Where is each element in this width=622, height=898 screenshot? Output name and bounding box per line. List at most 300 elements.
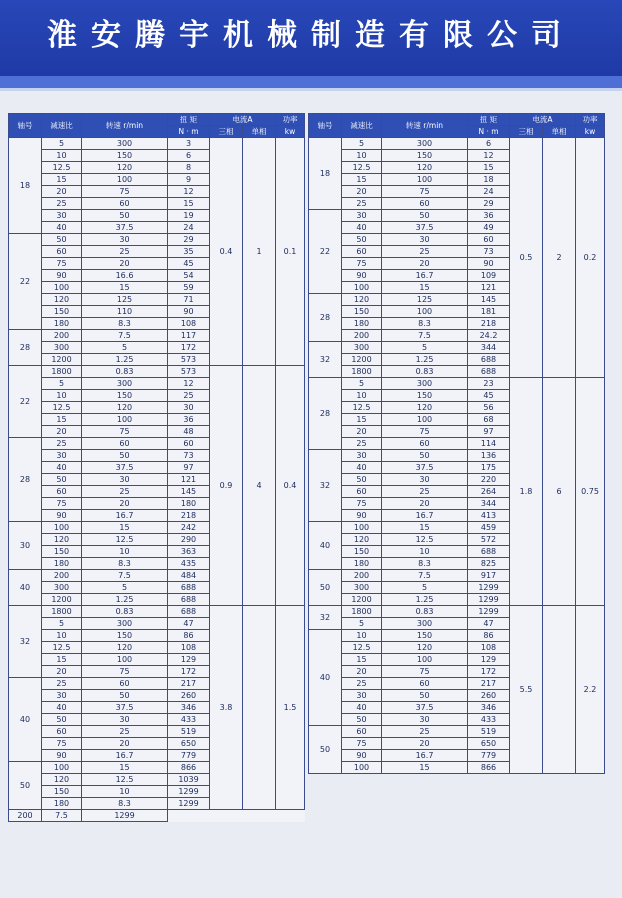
header-power: 功率 — [276, 114, 305, 126]
torque-cell: 459 — [468, 522, 510, 534]
speed-cell: 300 — [82, 618, 168, 630]
torque-cell: 413 — [468, 510, 510, 522]
ratio-cell: 10 — [42, 630, 82, 642]
power-cell: 2.2 — [576, 606, 605, 774]
header-current: 电流A — [210, 114, 276, 126]
ratio-cell: 60 — [42, 726, 82, 738]
speed-cell: 7.5 — [82, 330, 168, 342]
header-torque: 扭 矩 — [168, 114, 210, 126]
speed-cell: 5 — [382, 582, 468, 594]
torque-cell: 779 — [468, 750, 510, 762]
torque-cell: 30 — [168, 402, 210, 414]
single-phase-current-cell: 6 — [543, 378, 576, 606]
ratio-cell: 25 — [342, 438, 382, 450]
ratio-cell: 25 — [342, 678, 382, 690]
single-phase-current-cell: 1 — [243, 138, 276, 366]
torque-cell: 18 — [468, 174, 510, 186]
ratio-cell: 300 — [342, 582, 382, 594]
header-speed: 转速 r/min — [382, 114, 468, 138]
torque-cell: 121 — [468, 282, 510, 294]
speed-cell: 16.7 — [382, 750, 468, 762]
frame-cell: 32 — [309, 342, 342, 378]
speed-cell: 8.3 — [82, 798, 168, 810]
torque-cell: 260 — [168, 690, 210, 702]
torque-cell: 145 — [168, 486, 210, 498]
ratio-cell: 150 — [42, 306, 82, 318]
torque-cell: 25 — [168, 390, 210, 402]
ratio-cell: 75 — [42, 498, 82, 510]
speed-cell: 16.7 — [82, 750, 168, 762]
speed-cell: 100 — [382, 414, 468, 426]
torque-cell: 90 — [168, 306, 210, 318]
ratio-cell: 5 — [342, 138, 382, 150]
speed-cell: 300 — [382, 138, 468, 150]
ratio-cell: 15 — [342, 174, 382, 186]
three-phase-current-cell: 0.4 — [210, 138, 243, 366]
torque-cell: 9 — [168, 174, 210, 186]
frame-cell: 50 — [9, 762, 42, 810]
speed-cell: 50 — [382, 690, 468, 702]
ratio-cell: 50 — [42, 474, 82, 486]
header-ratio: 减速比 — [42, 114, 82, 138]
speed-cell: 0.83 — [382, 366, 468, 378]
speed-cell: 0.83 — [382, 606, 468, 618]
speed-cell: 15 — [382, 522, 468, 534]
torque-cell: 29 — [468, 198, 510, 210]
ratio-cell: 60 — [42, 486, 82, 498]
speed-cell: 30 — [382, 234, 468, 246]
torque-cell: 97 — [468, 426, 510, 438]
header-power: 功率 — [576, 114, 605, 126]
ratio-cell: 12.5 — [342, 642, 382, 654]
speed-cell: 8.3 — [82, 318, 168, 330]
table-row — [309, 606, 605, 618]
speed-cell: 16.6 — [82, 270, 168, 282]
power-cell: 0.2 — [576, 138, 605, 378]
three-phase-current-cell: 0.5 — [510, 138, 543, 378]
torque-cell: 363 — [168, 546, 210, 558]
speed-cell: 125 — [82, 294, 168, 306]
speed-cell: 150 — [82, 630, 168, 642]
torque-cell: 29 — [168, 234, 210, 246]
torque-cell: 1299 — [82, 810, 168, 822]
torque-cell: 117 — [168, 330, 210, 342]
speed-cell: 15 — [82, 522, 168, 534]
torque-cell: 145 — [468, 294, 510, 306]
speed-cell: 1.25 — [382, 354, 468, 366]
speed-cell: 16.7 — [382, 270, 468, 282]
torque-cell: 1299 — [468, 606, 510, 618]
speed-cell: 20 — [382, 258, 468, 270]
ratio-cell: 180 — [42, 798, 82, 810]
torque-cell: 97 — [168, 462, 210, 474]
speed-cell: 300 — [82, 138, 168, 150]
torque-cell: 86 — [168, 630, 210, 642]
three-phase-current-cell: 1.8 — [510, 378, 543, 606]
speed-cell: 25 — [382, 726, 468, 738]
ratio-cell: 1200 — [42, 354, 82, 366]
speed-cell: 120 — [382, 402, 468, 414]
torque-cell: 573 — [168, 354, 210, 366]
torque-cell: 15 — [168, 198, 210, 210]
ratio-cell: 30 — [42, 210, 82, 222]
ratio-cell: 1200 — [342, 354, 382, 366]
speed-cell: 50 — [82, 690, 168, 702]
frame-cell: 40 — [309, 522, 342, 570]
torque-cell: 519 — [168, 726, 210, 738]
table-row — [9, 810, 305, 822]
ratio-cell: 100 — [42, 282, 82, 294]
spec-table-right — [308, 113, 605, 774]
speed-cell: 37.5 — [82, 222, 168, 234]
torque-cell: 12 — [468, 150, 510, 162]
ratio-cell: 180 — [342, 558, 382, 570]
header-single-phase: 单相 — [543, 126, 576, 138]
speed-cell: 25 — [382, 246, 468, 258]
table-row — [309, 138, 605, 150]
ratio-cell: 100 — [42, 762, 82, 774]
torque-cell: 573 — [168, 366, 210, 378]
torque-cell: 435 — [168, 558, 210, 570]
ratio-cell: 1200 — [342, 594, 382, 606]
frame-cell: 40 — [309, 630, 342, 726]
torque-cell: 68 — [468, 414, 510, 426]
ratio-cell: 15 — [42, 654, 82, 666]
torque-cell: 36 — [468, 210, 510, 222]
torque-cell: 60 — [468, 234, 510, 246]
ratio-cell: 150 — [342, 306, 382, 318]
header-power-unit: kw — [276, 126, 305, 138]
torque-cell: 35 — [168, 246, 210, 258]
three-phase-current-cell: 5.5 — [510, 606, 543, 774]
ratio-cell: 90 — [342, 270, 382, 282]
torque-cell: 346 — [168, 702, 210, 714]
torque-cell: 24.2 — [468, 330, 510, 342]
speed-cell: 12.5 — [382, 534, 468, 546]
speed-cell: 100 — [382, 306, 468, 318]
speed-cell: 300 — [382, 378, 468, 390]
table-row — [9, 366, 305, 378]
torque-cell: 242 — [168, 522, 210, 534]
torque-cell: 484 — [168, 570, 210, 582]
torque-cell: 129 — [168, 654, 210, 666]
torque-cell: 73 — [468, 246, 510, 258]
ratio-cell: 30 — [42, 690, 82, 702]
ratio-cell: 200 — [42, 330, 82, 342]
torque-cell: 15 — [468, 162, 510, 174]
torque-cell: 217 — [468, 678, 510, 690]
header-power-unit: kw — [576, 126, 605, 138]
speed-cell: 120 — [82, 642, 168, 654]
speed-cell: 7.5 — [42, 810, 82, 822]
torque-cell: 108 — [468, 642, 510, 654]
speed-cell: 60 — [382, 678, 468, 690]
header-speed: 转速 r/min — [82, 114, 168, 138]
ratio-cell: 120 — [42, 294, 82, 306]
ratio-cell: 180 — [42, 558, 82, 570]
torque-cell: 6 — [468, 138, 510, 150]
torque-cell: 650 — [468, 738, 510, 750]
torque-cell: 172 — [468, 666, 510, 678]
speed-cell: 10 — [82, 546, 168, 558]
speed-cell: 25 — [82, 486, 168, 498]
torque-cell: 45 — [168, 258, 210, 270]
torque-cell: 47 — [468, 618, 510, 630]
ratio-cell: 75 — [342, 258, 382, 270]
ratio-cell: 1800 — [42, 606, 82, 618]
speed-cell: 300 — [382, 618, 468, 630]
torque-cell: 129 — [468, 654, 510, 666]
ratio-cell: 50 — [42, 714, 82, 726]
speed-cell: 16.7 — [82, 510, 168, 522]
speed-cell: 120 — [382, 642, 468, 654]
single-phase-current-cell — [543, 606, 576, 774]
ratio-cell: 100 — [342, 522, 382, 534]
ratio-cell: 5 — [42, 138, 82, 150]
speed-cell: 8.3 — [82, 558, 168, 570]
company-title: 淮安腾宇机械制造有限公司 — [47, 18, 575, 53]
ratio-cell: 60 — [342, 246, 382, 258]
frame-cell: 40 — [9, 570, 42, 606]
ratio-cell: 10 — [42, 150, 82, 162]
header-strip — [0, 76, 622, 91]
ratio-cell: 12.5 — [42, 642, 82, 654]
ratio-cell: 25 — [42, 438, 82, 450]
ratio-cell: 5 — [342, 378, 382, 390]
header-three-phase: 三相 — [510, 126, 543, 138]
torque-cell: 109 — [468, 270, 510, 282]
ratio-cell: 40 — [42, 702, 82, 714]
ratio-cell: 90 — [342, 510, 382, 522]
ratio-cell: 20 — [342, 666, 382, 678]
frame-cell: 22 — [309, 210, 342, 294]
torque-cell: 73 — [168, 450, 210, 462]
speed-cell: 50 — [82, 210, 168, 222]
speed-cell: 8.3 — [382, 318, 468, 330]
frame-cell: 28 — [309, 378, 342, 450]
ratio-cell: 75 — [342, 498, 382, 510]
ratio-cell: 200 — [342, 570, 382, 582]
ratio-cell: 15 — [42, 414, 82, 426]
speed-cell: 30 — [82, 234, 168, 246]
ratio-cell: 5 — [42, 618, 82, 630]
speed-cell: 60 — [382, 438, 468, 450]
spec-table-left — [8, 113, 305, 822]
single-phase-current-cell: 4 — [243, 366, 276, 606]
ratio-cell: 300 — [42, 342, 82, 354]
speed-cell: 7.5 — [382, 570, 468, 582]
ratio-cell: 12.5 — [42, 402, 82, 414]
ratio-cell: 120 — [342, 294, 382, 306]
speed-cell: 120 — [82, 162, 168, 174]
speed-cell: 10 — [82, 786, 168, 798]
torque-cell: 688 — [468, 546, 510, 558]
torque-cell: 346 — [468, 702, 510, 714]
torque-cell: 49 — [468, 222, 510, 234]
torque-cell: 290 — [168, 534, 210, 546]
torque-cell: 54 — [168, 270, 210, 282]
speed-cell: 0.83 — [82, 366, 168, 378]
ratio-cell: 75 — [42, 738, 82, 750]
ratio-cell: 75 — [342, 738, 382, 750]
speed-cell: 10 — [382, 546, 468, 558]
ratio-cell: 1800 — [342, 366, 382, 378]
torque-cell: 688 — [168, 606, 210, 618]
power-cell: 0.1 — [276, 138, 305, 366]
ratio-cell: 20 — [42, 666, 82, 678]
power-cell: 0.75 — [576, 378, 605, 606]
speed-cell: 5 — [82, 582, 168, 594]
speed-cell: 75 — [382, 426, 468, 438]
torque-cell: 917 — [468, 570, 510, 582]
ratio-cell: 90 — [42, 750, 82, 762]
ratio-cell: 1800 — [342, 606, 382, 618]
frame-cell: 18 — [309, 138, 342, 210]
speed-cell: 300 — [82, 378, 168, 390]
frame-cell: 32 — [309, 450, 342, 522]
speed-cell: 15 — [382, 762, 468, 774]
header-torque-unit: N · m — [468, 126, 510, 138]
ratio-cell: 200 — [42, 570, 82, 582]
torque-cell: 866 — [168, 762, 210, 774]
header-frame: 轴号 — [9, 114, 42, 138]
ratio-cell: 30 — [342, 450, 382, 462]
header-current: 电流A — [510, 114, 576, 126]
speed-cell: 15 — [82, 282, 168, 294]
torque-cell: 90 — [468, 258, 510, 270]
speed-cell: 60 — [82, 198, 168, 210]
speed-cell: 37.5 — [82, 702, 168, 714]
torque-cell: 688 — [168, 594, 210, 606]
ratio-cell: 12.5 — [342, 162, 382, 174]
ratio-cell: 1200 — [42, 594, 82, 606]
speed-cell: 25 — [382, 486, 468, 498]
torque-cell: 519 — [468, 726, 510, 738]
speed-cell: 0.83 — [82, 606, 168, 618]
frame-cell: 28 — [9, 438, 42, 522]
frame-cell: 28 — [309, 294, 342, 342]
ratio-cell: 25 — [342, 198, 382, 210]
speed-cell: 110 — [82, 306, 168, 318]
speed-cell: 100 — [82, 174, 168, 186]
torque-cell: 220 — [468, 474, 510, 486]
speed-cell: 75 — [82, 186, 168, 198]
header-torque-unit: N · m — [168, 126, 210, 138]
speed-cell: 15 — [382, 282, 468, 294]
ratio-cell: 50 — [342, 474, 382, 486]
torque-cell: 344 — [468, 498, 510, 510]
torque-cell: 3 — [168, 138, 210, 150]
ratio-cell: 100 — [342, 762, 382, 774]
power-cell: 1.5 — [276, 606, 305, 810]
ratio-cell: 150 — [42, 786, 82, 798]
frame-cell: 32 — [309, 606, 342, 630]
header-three-phase: 三相 — [210, 126, 243, 138]
torque-cell: 779 — [168, 750, 210, 762]
speed-cell: 1.25 — [82, 594, 168, 606]
speed-cell: 30 — [382, 474, 468, 486]
speed-cell: 75 — [82, 666, 168, 678]
ratio-cell: 40 — [42, 462, 82, 474]
torque-cell: 8 — [168, 162, 210, 174]
torque-cell: 19 — [168, 210, 210, 222]
torque-cell: 12 — [168, 186, 210, 198]
speed-cell: 125 — [382, 294, 468, 306]
ratio-cell: 120 — [42, 774, 82, 786]
ratio-cell: 20 — [342, 426, 382, 438]
table-row — [9, 606, 305, 618]
torque-cell: 45 — [468, 390, 510, 402]
three-phase-current-cell: 3.8 — [210, 606, 243, 810]
torque-cell: 59 — [168, 282, 210, 294]
torque-cell: 866 — [468, 762, 510, 774]
ratio-cell: 60 — [42, 246, 82, 258]
speed-cell: 20 — [82, 498, 168, 510]
header-torque: 扭 矩 — [468, 114, 510, 126]
ratio-cell: 1800 — [42, 366, 82, 378]
frame-cell: 50 — [309, 570, 342, 606]
ratio-cell: 40 — [342, 462, 382, 474]
ratio-cell: 20 — [42, 186, 82, 198]
speed-cell: 12.5 — [82, 534, 168, 546]
ratio-cell: 15 — [342, 654, 382, 666]
speed-cell: 20 — [82, 258, 168, 270]
speed-cell: 150 — [382, 630, 468, 642]
speed-cell: 100 — [382, 654, 468, 666]
ratio-cell: 12.5 — [42, 162, 82, 174]
ratio-cell: 50 — [342, 714, 382, 726]
torque-cell: 260 — [468, 690, 510, 702]
torque-cell: 825 — [468, 558, 510, 570]
ratio-cell: 40 — [342, 222, 382, 234]
single-phase-current-cell — [243, 606, 276, 810]
ratio-cell: 180 — [42, 318, 82, 330]
torque-cell: 6 — [168, 150, 210, 162]
ratio-cell: 10 — [42, 390, 82, 402]
speed-cell: 100 — [82, 414, 168, 426]
speed-cell: 30 — [82, 474, 168, 486]
speed-cell: 37.5 — [382, 462, 468, 474]
torque-cell: 264 — [468, 486, 510, 498]
speed-cell: 100 — [382, 174, 468, 186]
torque-cell: 688 — [468, 354, 510, 366]
torque-cell: 36 — [168, 414, 210, 426]
frame-cell: 28 — [9, 330, 42, 366]
ratio-cell: 180 — [342, 318, 382, 330]
ratio-cell: 40 — [42, 222, 82, 234]
ratio-cell: 30 — [342, 690, 382, 702]
speed-cell: 8.3 — [382, 558, 468, 570]
power-cell: 0.4 — [276, 366, 305, 606]
speed-cell: 5 — [382, 342, 468, 354]
speed-cell: 16.7 — [382, 510, 468, 522]
torque-cell: 24 — [468, 186, 510, 198]
speed-cell: 60 — [82, 438, 168, 450]
table-row — [309, 378, 605, 390]
torque-cell: 108 — [168, 318, 210, 330]
speed-cell: 50 — [382, 450, 468, 462]
ratio-cell: 300 — [42, 582, 82, 594]
frame-cell: 32 — [9, 606, 42, 678]
torque-cell: 1299 — [168, 798, 210, 810]
speed-cell: 150 — [82, 150, 168, 162]
torque-cell: 572 — [468, 534, 510, 546]
ratio-cell: 10 — [342, 150, 382, 162]
ratio-cell: 90 — [42, 510, 82, 522]
ratio-cell: 15 — [42, 174, 82, 186]
frame-cell: 40 — [9, 678, 42, 762]
speed-cell: 150 — [382, 150, 468, 162]
